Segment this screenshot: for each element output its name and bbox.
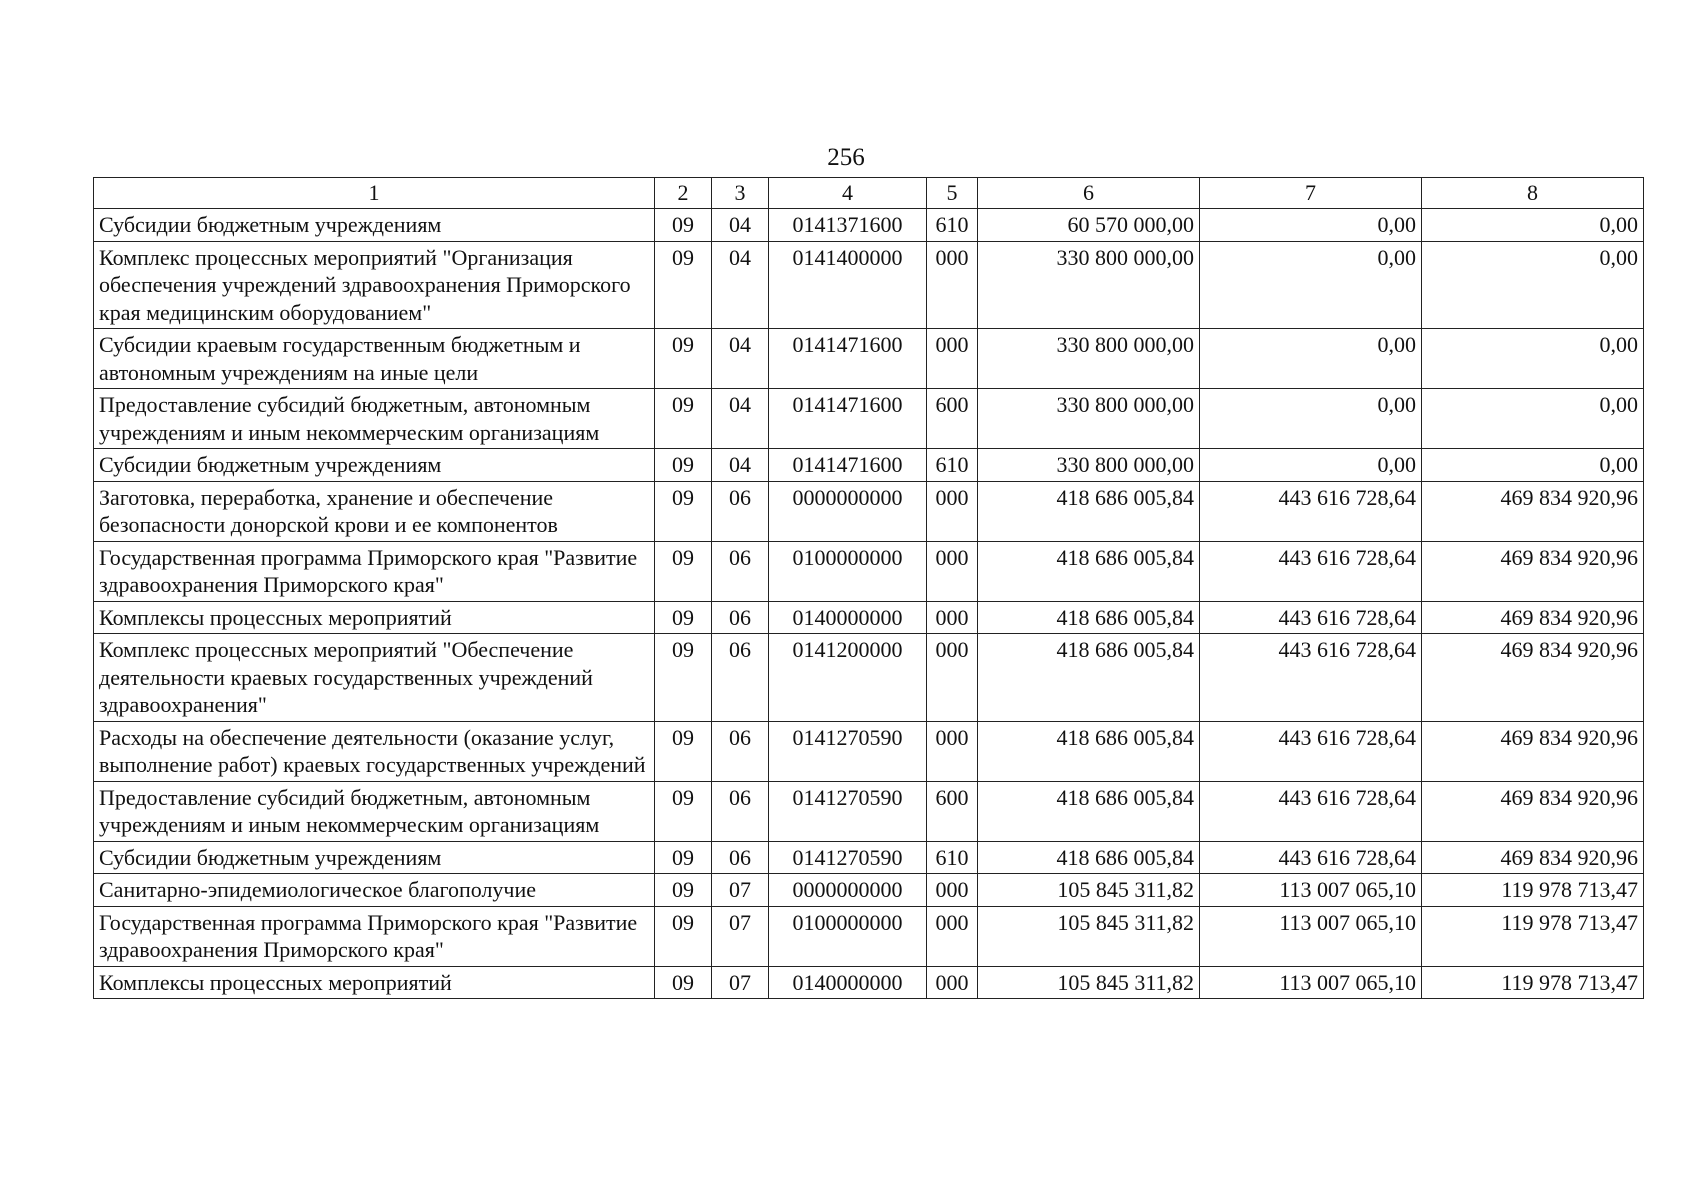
expense-type-code: 000 [927,634,978,722]
section-code: 09 [655,449,712,482]
column-header: 7 [1200,178,1422,209]
expense-type-code: 000 [927,874,978,907]
subsection-code: 06 [712,841,769,874]
expense-type-code: 000 [927,329,978,389]
target-article-code: 0141471600 [769,449,927,482]
amount-col8: 469 834 920,96 [1422,841,1644,874]
amount-col7: 0,00 [1200,241,1422,329]
table-row [94,541,1644,601]
amount-col8: 469 834 920,96 [1422,781,1644,841]
target-article-code: 0141400000 [769,241,927,329]
target-article-code: 0000000000 [769,874,927,907]
subsection-code: 04 [712,209,769,242]
subsection-code: 07 [712,874,769,907]
amount-col6: 105 845 311,82 [978,874,1200,907]
column-header: 3 [712,178,769,209]
expense-type-code: 610 [927,209,978,242]
expense-type-code: 000 [927,541,978,601]
amount-col6: 418 686 005,84 [978,541,1200,601]
target-article-code: 0141270590 [769,721,927,781]
amount-col6: 330 800 000,00 [978,241,1200,329]
target-article-code: 0140000000 [769,601,927,634]
expense-type-code: 000 [927,481,978,541]
section-code: 09 [655,906,712,966]
subsection-code: 04 [712,389,769,449]
subsection-code: 04 [712,241,769,329]
row-name: Санитарно-эпидемиологическое благополучие [94,874,655,907]
section-code: 09 [655,209,712,242]
expense-type-code: 000 [927,241,978,329]
amount-col7: 443 616 728,64 [1200,541,1422,601]
subsection-code: 06 [712,781,769,841]
amount-col8: 0,00 [1422,209,1644,242]
subsection-code: 07 [712,966,769,999]
table-row [94,966,1644,999]
amount-col7: 113 007 065,10 [1200,966,1422,999]
amount-col7: 0,00 [1200,209,1422,242]
row-name: Субсидии бюджетным учреждениям [94,841,655,874]
amount-col6: 418 686 005,84 [978,781,1200,841]
row-name: Государственная программа Приморского края "Развитие здравоохранения Приморского края" [94,541,655,601]
amount-col6: 330 800 000,00 [978,329,1200,389]
amount-col8: 469 834 920,96 [1422,601,1644,634]
row-name: Расходы на обеспечение деятельности (оказание услуг, выполнение работ) краевых государственных учреждений [94,721,655,781]
table-row [94,329,1644,389]
table-row [94,906,1644,966]
amount-col6: 60 570 000,00 [978,209,1200,242]
section-code: 09 [655,541,712,601]
expense-type-code: 000 [927,721,978,781]
row-name: Субсидии краевым государственным бюджетным и автономным учреждениям на иные цели [94,329,655,389]
amount-col6: 418 686 005,84 [978,634,1200,722]
table-row [94,634,1644,722]
column-header: 4 [769,178,927,209]
amount-col8: 119 978 713,47 [1422,906,1644,966]
amount-col7: 113 007 065,10 [1200,874,1422,907]
column-header: 2 [655,178,712,209]
row-name: Предоставление субсидий бюджетным, автономным учреждениям и иным некоммерческим организациям [94,389,655,449]
table-row [94,389,1644,449]
amount-col7: 443 616 728,64 [1200,481,1422,541]
expense-type-code: 000 [927,601,978,634]
row-name: Субсидии бюджетным учреждениям [94,449,655,482]
page-number: 256 [827,144,865,171]
amount-col7: 443 616 728,64 [1200,841,1422,874]
column-header: 8 [1422,178,1644,209]
table-row [94,874,1644,907]
table-row [94,841,1644,874]
expense-type-code: 000 [927,966,978,999]
amount-col8: 119 978 713,47 [1422,966,1644,999]
section-code: 09 [655,481,712,541]
table-row [94,601,1644,634]
expense-type-code: 610 [927,449,978,482]
row-name: Комплексы процессных мероприятий [94,601,655,634]
header-row [94,178,1644,209]
section-code: 09 [655,841,712,874]
section-code: 09 [655,329,712,389]
amount-col8: 0,00 [1422,389,1644,449]
table-row [94,781,1644,841]
target-article-code: 0000000000 [769,481,927,541]
subsection-code: 06 [712,601,769,634]
section-code: 09 [655,241,712,329]
amount-col7: 443 616 728,64 [1200,721,1422,781]
table-row [94,449,1644,482]
target-article-code: 0141471600 [769,389,927,449]
amount-col7: 443 616 728,64 [1200,634,1422,722]
amount-col6: 418 686 005,84 [978,721,1200,781]
amount-col7: 443 616 728,64 [1200,601,1422,634]
section-code: 09 [655,389,712,449]
amount-col8: 0,00 [1422,449,1644,482]
row-name: Государственная программа Приморского края "Развитие здравоохранения Приморского края" [94,906,655,966]
table-row [94,481,1644,541]
amount-col6: 330 800 000,00 [978,389,1200,449]
expense-type-code: 000 [927,906,978,966]
amount-col6: 418 686 005,84 [978,481,1200,541]
row-name: Предоставление субсидий бюджетным, автономным учреждениям и иным некоммерческим организациям [94,781,655,841]
target-article-code: 0141471600 [769,329,927,389]
amount-col8: 469 834 920,96 [1422,721,1644,781]
section-code: 09 [655,874,712,907]
row-name: Заготовка, переработка, хранение и обеспечение безопасности донорской крови и ее компонентов [94,481,655,541]
subsection-code: 04 [712,329,769,389]
target-article-code: 0100000000 [769,541,927,601]
amount-col8: 469 834 920,96 [1422,634,1644,722]
column-header: 5 [927,178,978,209]
amount-col8: 469 834 920,96 [1422,481,1644,541]
subsection-code: 06 [712,634,769,722]
section-code: 09 [655,721,712,781]
subsection-code: 07 [712,906,769,966]
subsection-code: 04 [712,449,769,482]
subsection-code: 06 [712,541,769,601]
section-code: 09 [655,601,712,634]
row-name: Комплекс процессных мероприятий "Организация обеспечения учреждений здравоохранения Приморского края медицинским оборудованием" [94,241,655,329]
budget-table [93,177,1644,999]
expense-type-code: 600 [927,781,978,841]
section-code: 09 [655,966,712,999]
expense-type-code: 610 [927,841,978,874]
expense-type-code: 600 [927,389,978,449]
amount-col7: 113 007 065,10 [1200,906,1422,966]
target-article-code: 0141371600 [769,209,927,242]
target-article-code: 0141270590 [769,841,927,874]
column-header: 6 [978,178,1200,209]
subsection-code: 06 [712,481,769,541]
amount-col7: 0,00 [1200,389,1422,449]
amount-col8: 0,00 [1422,329,1644,389]
amount-col7: 0,00 [1200,449,1422,482]
section-code: 09 [655,781,712,841]
amount-col8: 119 978 713,47 [1422,874,1644,907]
column-header: 1 [94,178,655,209]
amount-col7: 443 616 728,64 [1200,781,1422,841]
target-article-code: 0141270590 [769,781,927,841]
amount-col6: 418 686 005,84 [978,601,1200,634]
table-row [94,209,1644,242]
table-row [94,721,1644,781]
section-code: 09 [655,634,712,722]
amount-col6: 330 800 000,00 [978,449,1200,482]
table-row [94,241,1644,329]
row-name: Комплексы процессных мероприятий [94,966,655,999]
target-article-code: 0141200000 [769,634,927,722]
amount-col8: 0,00 [1422,241,1644,329]
subsection-code: 06 [712,721,769,781]
target-article-code: 0100000000 [769,906,927,966]
amount-col8: 469 834 920,96 [1422,541,1644,601]
amount-col6: 105 845 311,82 [978,906,1200,966]
row-name: Субсидии бюджетным учреждениям [94,209,655,242]
row-name: Комплекс процессных мероприятий "Обеспечение деятельности краевых государственных учреждений здравоохранения" [94,634,655,722]
target-article-code: 0140000000 [769,966,927,999]
amount-col7: 0,00 [1200,329,1422,389]
amount-col6: 105 845 311,82 [978,966,1200,999]
amount-col6: 418 686 005,84 [978,841,1200,874]
